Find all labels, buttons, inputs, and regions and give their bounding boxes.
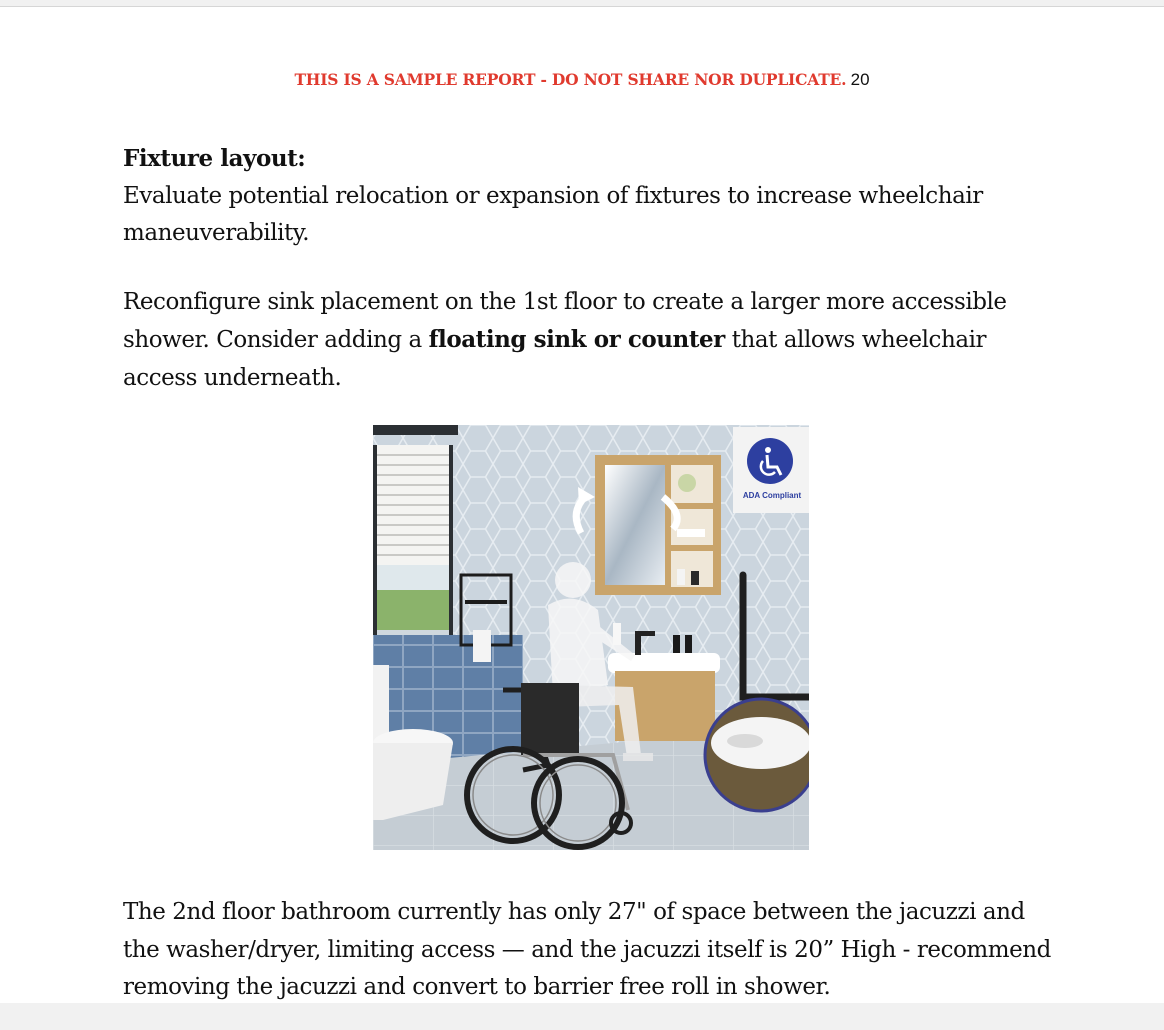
sink-detail-inset [705, 699, 809, 811]
ada-badge [733, 427, 809, 513]
window [373, 425, 458, 670]
ada-badge-label: ADA Compliant [742, 491, 802, 500]
ada-bathroom-illustration [373, 425, 809, 850]
paragraph-fixture-evaluation: Evaluate potential relocation or expansion of fixtures to increase wheelchair maneuverability. [123, 182, 983, 246]
section-content [123, 140, 1043, 397]
paragraph-sink-emphasis: floating sink or counter [428, 326, 725, 353]
paragraph-sink-placement [123, 284, 1043, 398]
paragraph-second-floor: The 2nd floor bathroom currently has only 27" of space between the jacuzzi and the washer/dryer, limiting access — and the jacuzzi itself is 20” High - recommend removing the jacuzzi and convert to barrier free roll in shower. [123, 899, 1051, 1000]
sample-warning: THIS IS A SAMPLE REPORT - DO NOT SHARE NOR DUPLICATE. [294, 70, 847, 89]
mirror-cabinet [576, 455, 721, 595]
bathroom-scene [373, 425, 809, 850]
document-page [0, 6, 1164, 1003]
page-header [0, 68, 1164, 92]
paragraph-sink-text-1: Reconfigure sink placement on the 1st floor to create a larger more accessible shower. Consider adding a [123, 288, 1007, 353]
page-number: 20 [850, 70, 870, 89]
section-heading: Fixture layout: [123, 145, 306, 172]
paragraph-sink-text-2: that allows wheelchair access underneath. [123, 327, 987, 391]
